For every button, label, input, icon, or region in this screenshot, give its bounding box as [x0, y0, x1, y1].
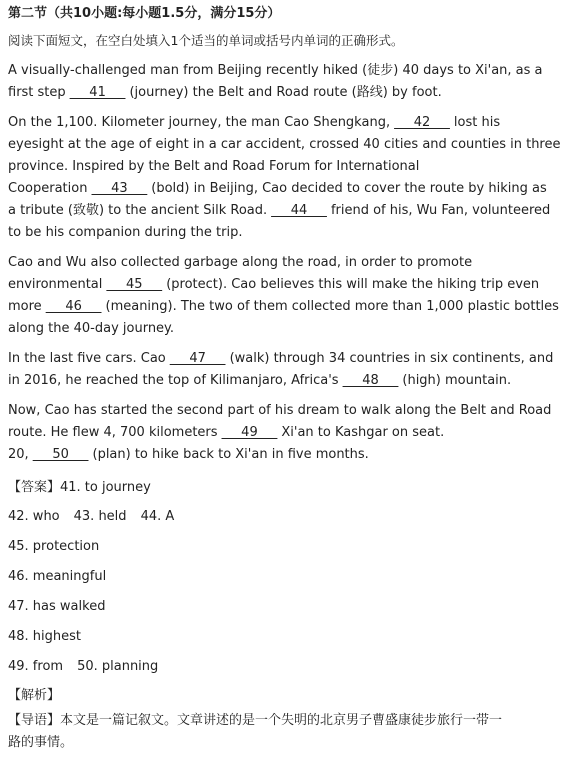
paragraph-line: province. Inspired by the Belt and Road Forum for International — [8, 159, 420, 174]
answer-48: 48. highest — [8, 629, 82, 644]
answer-key — [8, 474, 563, 682]
paragraph-line — [8, 348, 563, 370]
text-segment: (bold) in Beijing, Cao decided to cover the route by hiking as — [147, 181, 547, 196]
text-segment: lost his — [449, 115, 501, 130]
blank-42: ___42___ — [394, 115, 450, 130]
paragraph-line — [8, 422, 563, 444]
text-segment: in 2016, he reached the top of Kilimanjaro, Africa's — [8, 373, 343, 388]
guide-line: 路的事情。 — [8, 735, 74, 750]
analysis-section — [8, 682, 563, 754]
passage-paragraph-1 — [8, 60, 563, 104]
paragraph-line — [8, 274, 563, 296]
text-segment: more — [8, 299, 46, 314]
answer-50: 50. planning — [77, 659, 159, 674]
paragraph-line — [8, 444, 563, 466]
text-segment: In the last five cars. Cao — [8, 351, 170, 366]
text-segment: environmental — [8, 277, 107, 292]
paragraph-line: A visually-challenged man from Beijing recently hiked (徒步) 40 days to Xi'an, as a — [8, 63, 543, 78]
answer-41: 【答案】41. to journey — [8, 480, 151, 495]
answer-47: 47. has walked — [8, 599, 106, 614]
answer-43: 43. held — [73, 509, 127, 524]
text-segment: (high) mountain. — [398, 373, 512, 388]
guide-line: 【导语】本文是一篇记叙文。文章讲述的是一个失明的北京男子曹盛康徒步旅行一带一 — [8, 713, 503, 728]
text-segment: first step — [8, 85, 70, 100]
paragraph-line: eyesight at the age of eight in a car accident, crossed 40 cities and counties in three — [8, 137, 561, 152]
passage-paragraph-5 — [8, 400, 563, 466]
text-segment: 20, — [8, 447, 33, 462]
text-segment: (plan) to hike back to Xi'an in five months. — [88, 447, 369, 462]
blank-46: ___46___ — [45, 299, 102, 314]
answer-45: 45. protection — [8, 539, 100, 554]
blank-43: ___43___ — [91, 181, 148, 196]
answer-row — [8, 502, 563, 532]
text-segment: (meaning). The two of them collected more than 1,000 plastic bottles — [101, 299, 559, 314]
blank-49: ___49___ — [221, 425, 278, 440]
answer-46: 46. meaningful — [8, 569, 107, 584]
paragraph-line — [8, 200, 563, 222]
paragraph-line: along the 40-day journey. — [8, 321, 175, 336]
blank-41: ___41___ — [69, 85, 126, 100]
paragraph-line: to be his companion during the trip. — [8, 225, 243, 240]
text-segment: (walk) through 34 countries in six continents, and — [225, 351, 554, 366]
text-segment: Cooperation — [8, 181, 92, 196]
blank-47: ___47___ — [169, 351, 226, 366]
text-segment: (journey) the Belt and Road route (路线) by foot. — [125, 85, 442, 100]
paragraph-line — [8, 112, 563, 134]
paragraph-line: Cao and Wu also collected garbage along the road, in order to promote — [8, 255, 473, 270]
paragraph-line — [8, 178, 563, 200]
section-heading: 第二节（共10小题:每小题1.5分，满分15分） — [8, 6, 281, 21]
answer-49: 49. from — [8, 659, 64, 674]
text-segment: friend of his, Wu Fan, volunteered — [326, 203, 551, 218]
passage-paragraph-3 — [8, 252, 563, 340]
paragraph-line — [8, 296, 563, 318]
blank-48: ___48___ — [342, 373, 399, 388]
text-segment: (protect). Cao believes this will make the hiking trip even — [162, 277, 540, 292]
blank-45: ___45___ — [106, 277, 163, 292]
answer-row — [8, 652, 563, 682]
passage-paragraph-2 — [8, 112, 563, 244]
text-segment: Xi'an to Kashgar on seat. — [277, 425, 445, 440]
text-segment: On the 1,100. Kilometer journey, the man Cao Shengkang, — [8, 115, 395, 130]
paragraph-line — [8, 82, 563, 104]
paragraph-line — [8, 370, 563, 392]
text-segment: route. He flew 4, 700 kilometers — [8, 425, 222, 440]
passage-paragraph-4 — [8, 348, 563, 392]
answer-44: 44. A — [140, 509, 175, 524]
answer-42: 42. who — [8, 509, 60, 524]
blank-50: ___50___ — [32, 447, 89, 462]
paragraph-line: Now, Cao has started the second part of his dream to walk along the Belt and Road — [8, 403, 552, 418]
analysis-title: 【解析】 — [8, 688, 61, 703]
text-segment: a tribute (致敬) to the ancient Silk Road. — [8, 203, 272, 218]
instruction-text: 阅读下面短文，在空白处填入1个适当的单词或括号内单词的正确形式。 — [8, 33, 404, 48]
blank-44: ___44___ — [271, 203, 327, 218]
